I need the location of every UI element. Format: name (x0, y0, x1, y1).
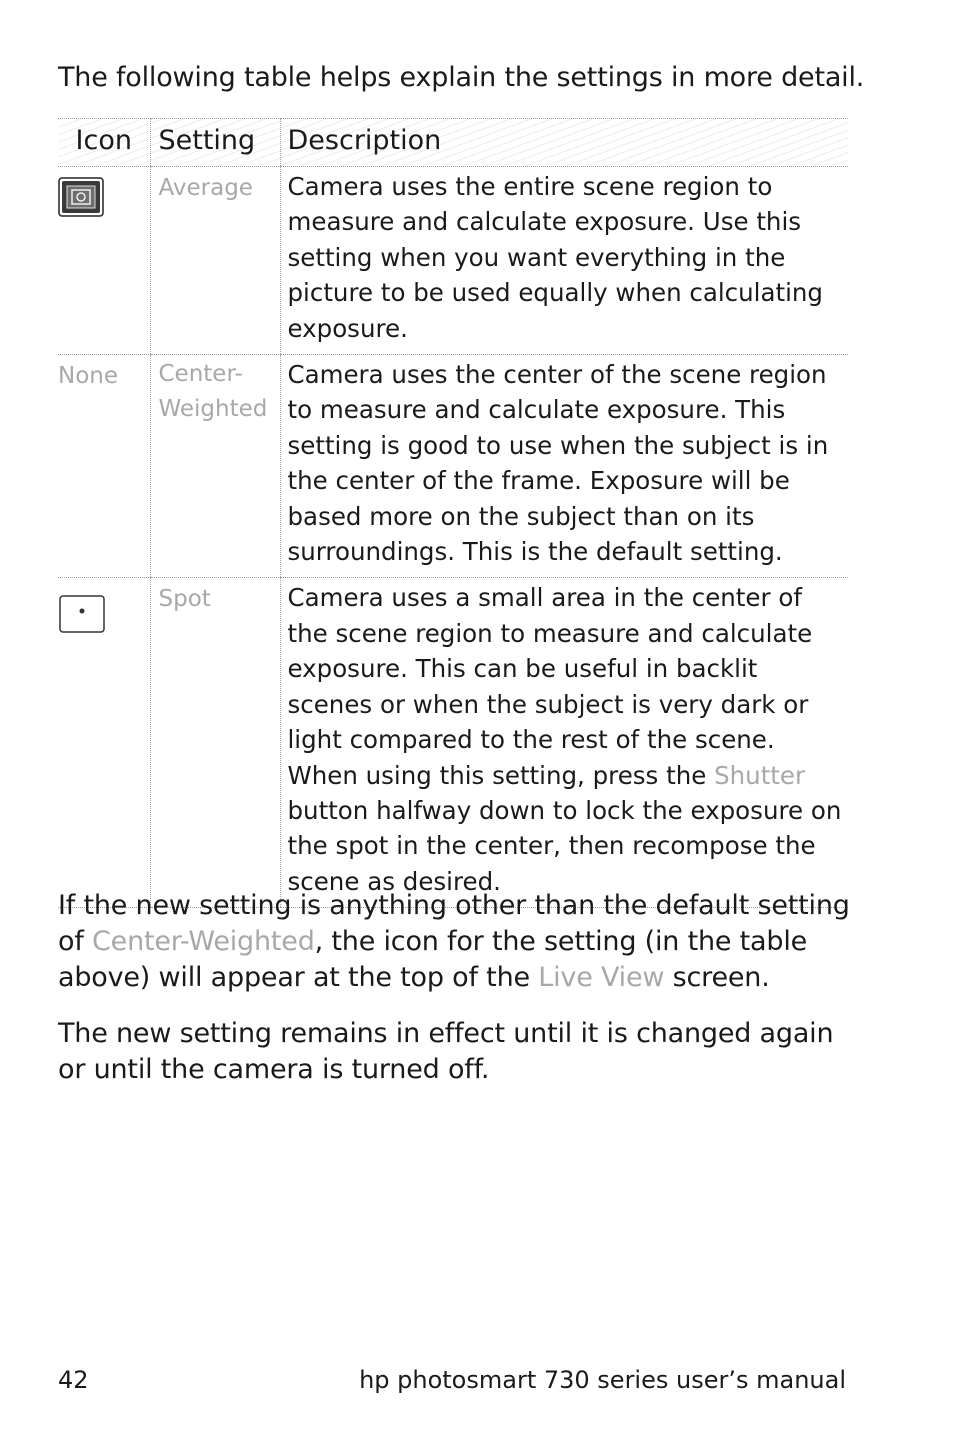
header-description: Description (280, 119, 848, 167)
setting-name-center: Center- (158, 361, 243, 388)
metering-settings-table (58, 118, 848, 908)
setting-persistence-paragraph: The new setting remains in effect until it is changed again or until the camera is turned off. (58, 1018, 834, 1085)
table-row-center-weighted (58, 355, 848, 578)
average-icon-cell (58, 167, 150, 355)
header-setting: Setting (150, 119, 280, 167)
setting-name-weighted: Weighted (158, 396, 268, 423)
center-weighted-description: Camera uses the center of the scene region to measure and calculate exposure. This setting is good to use when the subject is in the center of the frame. Exposure will be based more on the subject than on its surroundings. This is the default setting. (280, 355, 848, 578)
para1-middle: , the icon for the setting (in the table above) will appear at the top of the (58, 926, 808, 993)
page-number: 42 (58, 1366, 89, 1394)
table-row-spot (58, 578, 848, 908)
table-header-row (58, 119, 848, 167)
spot-metering-icon (58, 594, 106, 643)
spot-description-start: Camera uses a small area in the center of the scene region to measure and calculate exposure. This can be useful in backlit scenes or when the subject is very dark or light compared to the rest of the scene. When using this setting, press the (287, 583, 813, 790)
setting-name-average: Average (158, 175, 253, 201)
average-description: Camera uses the entire scene region to measure and calculate exposure. Use this setting when you want everything in the picture to be used equally when calculating exposure. (280, 167, 848, 355)
center-weighted-setting-cell (150, 355, 280, 578)
default-setting-paragraph (58, 888, 858, 996)
live-view-term: Live View (538, 962, 665, 993)
shutter-button-term: Shutter (714, 760, 806, 790)
center-weighted-term: Center-Weighted (92, 926, 315, 957)
manual-title: hp photosmart 730 series user’s manual (359, 1366, 846, 1394)
setting-name-spot: Spot (158, 586, 211, 613)
spot-setting-cell (150, 578, 280, 908)
header-icon: Icon (58, 119, 150, 167)
average-setting-cell (150, 167, 280, 355)
table-row-average (58, 167, 848, 355)
average-metering-icon (58, 177, 104, 226)
para1-start: If the new setting is anything other than the default setting of (58, 890, 850, 957)
para1-end: screen. (664, 962, 770, 993)
center-weighted-icon-cell (58, 355, 150, 578)
spot-description-end: button halfway down to lock the exposure on the spot in the center, then recompose the scene as desired. (287, 795, 842, 896)
spot-description (280, 578, 848, 908)
spot-icon-cell (58, 578, 150, 908)
intro-text: The following table helps explain the settings in more detail. (58, 62, 865, 93)
no-icon-label: None (58, 363, 119, 390)
